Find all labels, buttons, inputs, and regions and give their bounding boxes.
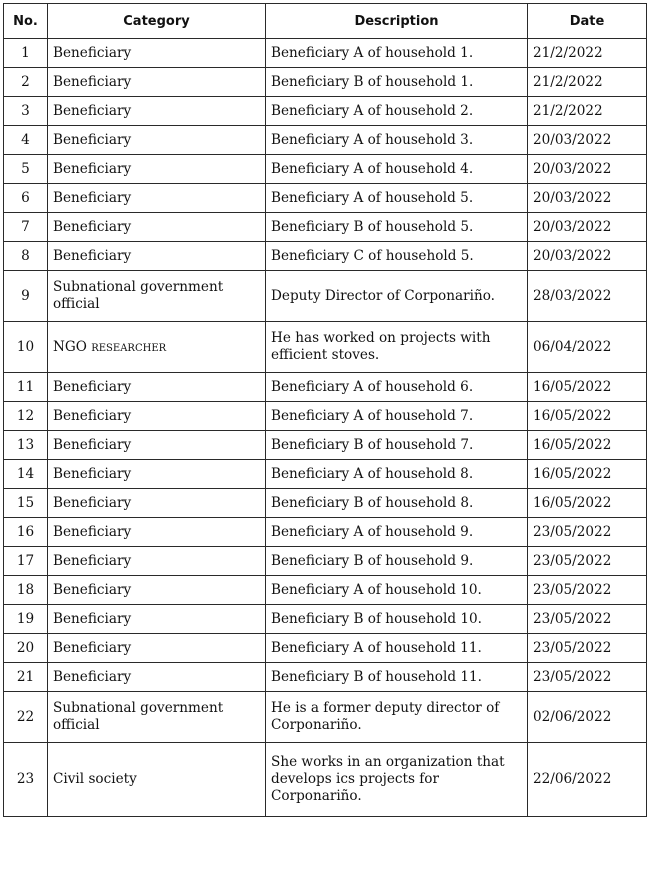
row-date: 23/05/2022	[528, 663, 647, 692]
row-category: Beneficiary	[48, 402, 266, 431]
row-category: Beneficiary	[48, 184, 266, 213]
row-category: Beneficiary	[48, 663, 266, 692]
row-category: Civil society	[48, 743, 266, 817]
row-date: 21/2/2022	[528, 97, 647, 126]
interviews-table	[3, 3, 647, 817]
row-category: Subnational government official	[48, 692, 266, 743]
table-row	[4, 213, 647, 242]
row-description: Beneficiary B of household 5.	[266, 213, 528, 242]
row-category: Beneficiary	[48, 518, 266, 547]
row-category: Beneficiary	[48, 242, 266, 271]
table-row	[4, 605, 647, 634]
row-number: 9	[4, 271, 48, 322]
row-category: Beneficiary	[48, 547, 266, 576]
row-date: 06/04/2022	[528, 322, 647, 373]
row-date: 21/2/2022	[528, 68, 647, 97]
table-row	[4, 547, 647, 576]
row-category: Beneficiary	[48, 460, 266, 489]
table-row	[4, 460, 647, 489]
row-date: 16/05/2022	[528, 373, 647, 402]
row-number: 1	[4, 39, 48, 68]
row-number: 19	[4, 605, 48, 634]
row-category: Beneficiary	[48, 431, 266, 460]
header-category: Category	[48, 4, 266, 39]
row-number: 21	[4, 663, 48, 692]
row-number: 22	[4, 692, 48, 743]
row-description: Beneficiary B of household 8.	[266, 489, 528, 518]
row-date: 23/05/2022	[528, 605, 647, 634]
row-description: Beneficiary A of household 11.	[266, 634, 528, 663]
row-description: Beneficiary B of household 9.	[266, 547, 528, 576]
row-description: Beneficiary B of household 7.	[266, 431, 528, 460]
row-date: 23/05/2022	[528, 576, 647, 605]
row-description: Beneficiary C of household 5.	[266, 242, 528, 271]
row-number: 11	[4, 373, 48, 402]
row-date: 16/05/2022	[528, 402, 647, 431]
row-number: 6	[4, 184, 48, 213]
table-row	[4, 489, 647, 518]
row-description: Beneficiary A of household 2.	[266, 97, 528, 126]
row-description: He is a former deputy director of Corponariño.	[266, 692, 528, 743]
table-row	[4, 431, 647, 460]
row-description: Beneficiary B of household 10.	[266, 605, 528, 634]
row-date: 20/03/2022	[528, 126, 647, 155]
table-header-row	[4, 4, 647, 39]
row-date: 16/05/2022	[528, 460, 647, 489]
row-date: 20/03/2022	[528, 213, 647, 242]
header-description: Description	[266, 4, 528, 39]
table-row	[4, 39, 647, 68]
row-date: 20/03/2022	[528, 155, 647, 184]
row-number: 16	[4, 518, 48, 547]
header-no: No.	[4, 4, 48, 39]
table-row	[4, 155, 647, 184]
table-row	[4, 402, 647, 431]
row-date: 16/05/2022	[528, 431, 647, 460]
row-category: Beneficiary	[48, 126, 266, 155]
table-row	[4, 373, 647, 402]
row-number: 12	[4, 402, 48, 431]
row-description: Beneficiary A of household 9.	[266, 518, 528, 547]
row-number: 15	[4, 489, 48, 518]
row-category: Beneficiary	[48, 576, 266, 605]
row-date: 23/05/2022	[528, 634, 647, 663]
row-category: Subnational government official	[48, 271, 266, 322]
row-category: Beneficiary	[48, 68, 266, 97]
row-description: He has worked on projects with efficient stoves.	[266, 322, 528, 373]
table-row	[4, 518, 647, 547]
row-number: 23	[4, 743, 48, 817]
row-number: 17	[4, 547, 48, 576]
table-row	[4, 322, 647, 373]
row-category: NGO researcher	[48, 322, 266, 373]
row-date: 02/06/2022	[528, 692, 647, 743]
row-number: 13	[4, 431, 48, 460]
row-category: Beneficiary	[48, 213, 266, 242]
row-number: 10	[4, 322, 48, 373]
row-description: Beneficiary A of household 10.	[266, 576, 528, 605]
row-category: Beneficiary	[48, 373, 266, 402]
table-row	[4, 634, 647, 663]
row-date: 22/06/2022	[528, 743, 647, 817]
row-category: Beneficiary	[48, 605, 266, 634]
row-description: Beneficiary A of household 3.	[266, 126, 528, 155]
row-description: Beneficiary A of household 4.	[266, 155, 528, 184]
row-number: 2	[4, 68, 48, 97]
table-row	[4, 242, 647, 271]
table-row	[4, 184, 647, 213]
row-category: Beneficiary	[48, 489, 266, 518]
row-date: 21/2/2022	[528, 39, 647, 68]
row-category: Beneficiary	[48, 634, 266, 663]
row-date: 20/03/2022	[528, 184, 647, 213]
row-date: 23/05/2022	[528, 518, 647, 547]
table-row	[4, 68, 647, 97]
row-date: 23/05/2022	[528, 547, 647, 576]
table-row	[4, 126, 647, 155]
row-date: 28/03/2022	[528, 271, 647, 322]
row-description: She works in an organization that develops ics projects for Corponariño.	[266, 743, 528, 817]
row-number: 18	[4, 576, 48, 605]
table-row	[4, 743, 647, 817]
row-number: 20	[4, 634, 48, 663]
row-date: 16/05/2022	[528, 489, 647, 518]
header-date: Date	[528, 4, 647, 39]
row-date: 20/03/2022	[528, 242, 647, 271]
table-row	[4, 271, 647, 322]
row-number: 3	[4, 97, 48, 126]
table-row	[4, 692, 647, 743]
row-description: Beneficiary A of household 1.	[266, 39, 528, 68]
table-row	[4, 663, 647, 692]
row-description: Beneficiary A of household 6.	[266, 373, 528, 402]
row-number: 14	[4, 460, 48, 489]
row-description: Beneficiary B of household 11.	[266, 663, 528, 692]
row-number: 8	[4, 242, 48, 271]
table-row	[4, 576, 647, 605]
row-number: 7	[4, 213, 48, 242]
row-description: Beneficiary A of household 5.	[266, 184, 528, 213]
row-description: Beneficiary A of household 7.	[266, 402, 528, 431]
row-category: Beneficiary	[48, 39, 266, 68]
row-category: Beneficiary	[48, 97, 266, 126]
row-description: Deputy Director of Corponariño.	[266, 271, 528, 322]
row-description: Beneficiary A of household 8.	[266, 460, 528, 489]
table-row	[4, 97, 647, 126]
row-category: Beneficiary	[48, 155, 266, 184]
row-number: 5	[4, 155, 48, 184]
row-description: Beneficiary B of household 1.	[266, 68, 528, 97]
row-number: 4	[4, 126, 48, 155]
